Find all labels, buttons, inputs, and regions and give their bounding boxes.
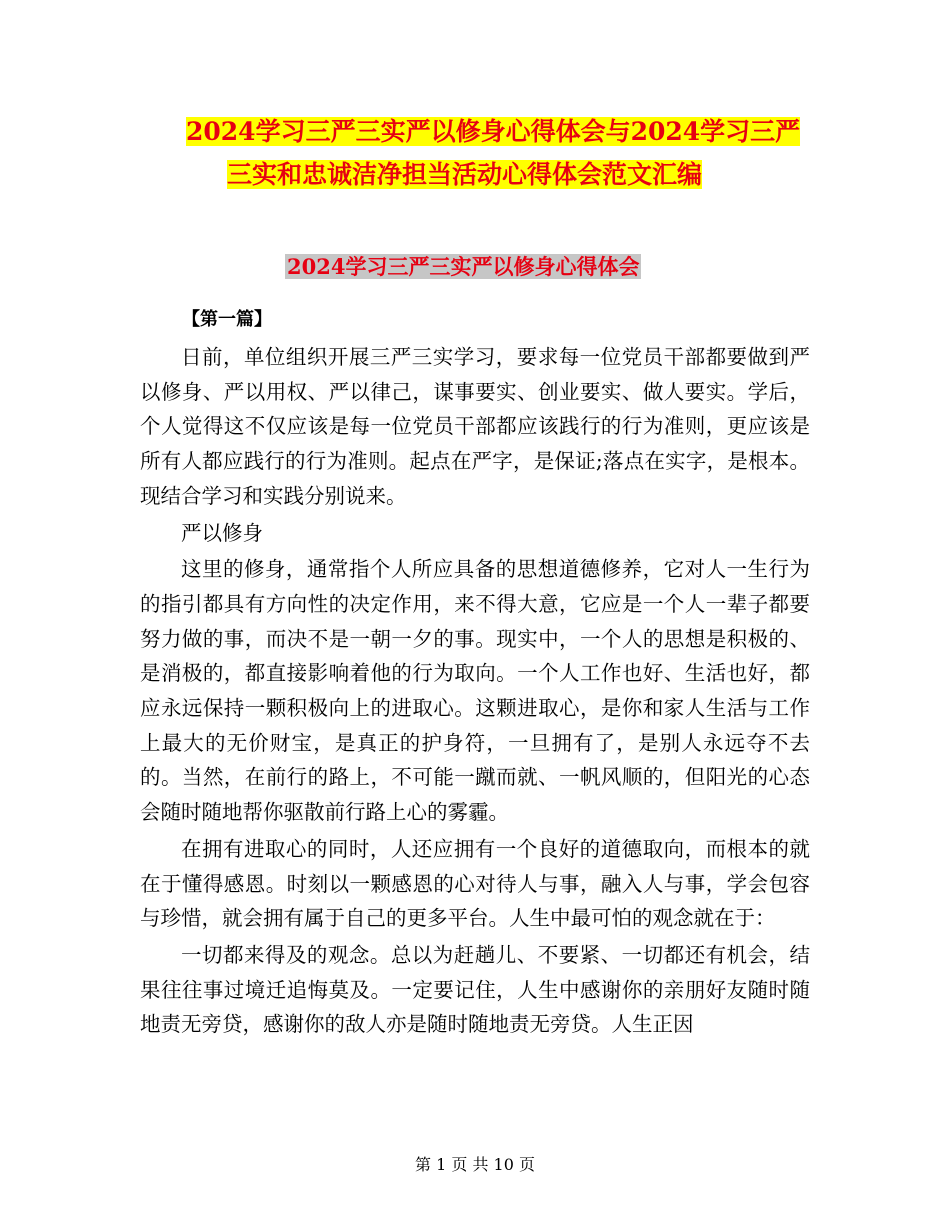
section-heading xyxy=(285,252,641,282)
paragraph-1: 日前，单位组织开展三严三实学习，要求每一位党员干部都要做到严以修身、严以用权、严以律己，谋事要实、创业要实、做人要实。学后，个人觉得这不仅应该是每一位党员干部都应该践行的行为准则，更应该是所有人都应践行的行为准则。起点在严字，是保证;落点在实字，是根本。现结合学习和实践分别说来。 xyxy=(140,345,810,508)
part-label: 【第一篇】 xyxy=(182,309,272,330)
section-heading-text: 2024学习三严三实严以修身心得体会 xyxy=(287,254,640,279)
body-text xyxy=(140,340,810,1042)
page-footer: 第 1 页 共 10 页 xyxy=(415,1155,535,1174)
paragraph-3: 在拥有进取心的同时，人还应拥有一个良好的道德取向，而根本的就在于懂得感恩。时刻以一颗感恩的心对待人与事，融入人与事，学会包容与珍惜，就会拥有属于自己的更多平台。人生中最可怕的观念就在于： xyxy=(140,836,810,931)
document-title xyxy=(140,110,830,196)
paragraph-2: 这里的修身，通常指个人所应具备的思想道德修养，它对人一生行为的指引都具有方向性的决定作用，来不得大意，它应是一个人一辈子都要努力做的事，而决不是一朝一夕的事。现实中，一个人的思想是积极的、是消极的，都直接影响着他的行为取向。一个人工作也好、生活也好，都应永远保持一颗积极向上的进取心。这颗进取心，是你和家人生活与工作上最大的无价财宝，是真正的护身符，一旦拥有了，是别人永远夺不去的。当然，在前行的路上，不可能一蹴而就、一帆风顺的，但阳光的心态会随时随地帮你驱散前行路上心的雾霾。 xyxy=(140,557,810,825)
title-line-1: 2024学习三严三实严以修身心得体会与2024学习三严 xyxy=(186,117,801,146)
paragraph-heading: 严以修身 xyxy=(181,520,263,545)
paragraph-4: 一切都来得及的观念。总以为赶趟儿、不要紧、一切都还有机会，结果往往事过境迁追悔莫及。一定要记住，人生中感谢你的亲朋好友随时随地责无旁贷，感谢你的敌人亦是随时随地责无旁贷。人生正因 xyxy=(140,942,810,1037)
title-line-2: 三实和忠诚洁净担当活动心得体会范文汇编 xyxy=(227,160,703,189)
